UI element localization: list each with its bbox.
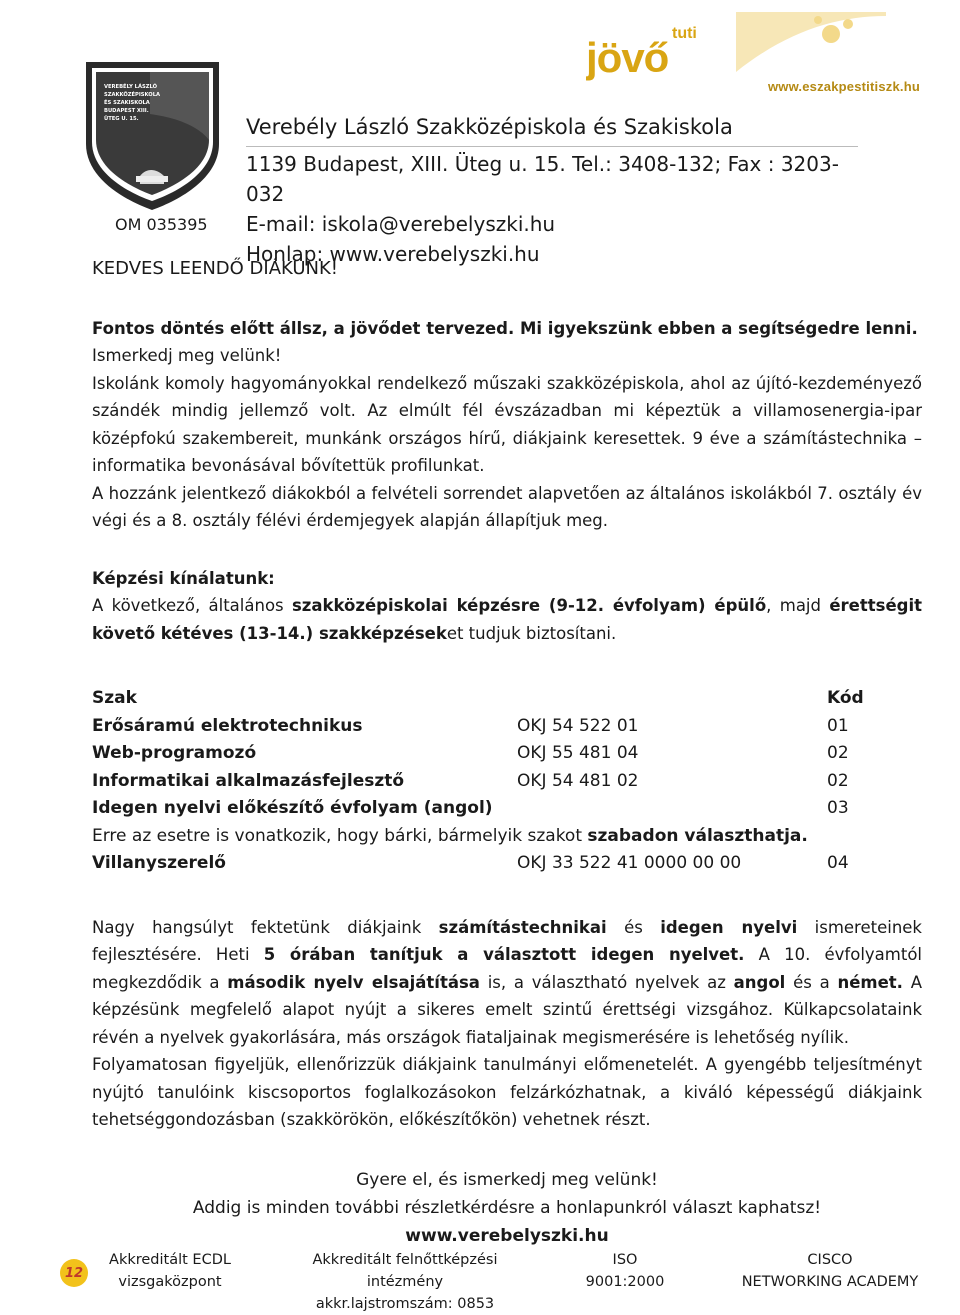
crest-text: ÜTEG U. 15. — [104, 116, 139, 122]
page-number-badge: 12 — [60, 1259, 88, 1287]
table-header-row — [92, 685, 922, 713]
note-bold: szabadon választhatja. — [587, 825, 808, 846]
course-code: 04 — [827, 853, 849, 873]
column-header-okj — [517, 685, 827, 713]
lang-bold: angol — [733, 972, 786, 992]
crest-text: ÉS SZAKISKOLA — [104, 100, 150, 106]
footer-line: 9001:2000 — [585, 1274, 665, 1290]
lang-text: és — [606, 917, 661, 937]
footer-line: NETWORKING ACADEMY — [741, 1274, 919, 1290]
brand-tagline: tuti — [672, 25, 697, 42]
admission-paragraph: A hozzánk jelentkező diákokból a felvételi sorrendet alapvetően az általános iskolákból 7. osztály év végi és a 8. osztály félévi érdemjegyek alapján állapítjuk meg. — [92, 483, 922, 530]
closing-line: Gyere el, és ismerkedj meg velünk! — [356, 1169, 658, 1190]
school-email[interactable]: E-mail: iskola@verebelyszki.hu — [246, 212, 556, 236]
footer-line: Akkreditált ECDL — [109, 1252, 231, 1268]
offer-paragraph — [92, 592, 922, 647]
school-website[interactable]: Honlap: www.verebelyszki.hu — [246, 242, 540, 266]
crest-text: VEREBÉLY LÁSZLÓ — [104, 84, 157, 90]
footer-ecdl — [100, 1249, 240, 1293]
footer-line: Akkreditált felnőttképzési — [312, 1252, 498, 1268]
footer-line: akkr.lajstromszám: 0853 — [315, 1296, 495, 1312]
lang-text: Nagy hangsúlyt fektetünk diákjaink — [92, 917, 439, 937]
footer-line: CISCO — [807, 1252, 853, 1268]
school-header — [246, 114, 858, 269]
lang-bold: idegen nyelvi — [660, 917, 798, 937]
course-okj: OKJ 33 522 41 0000 00 00 — [517, 853, 742, 873]
courses-table — [92, 685, 922, 878]
table-note-row — [92, 823, 922, 851]
course-okj: OKJ 54 522 01 — [517, 715, 639, 736]
table-row — [92, 768, 922, 796]
column-header-name: Szak — [92, 688, 137, 708]
column-header-code: Kód — [827, 688, 864, 708]
lang-text: ismereteinek fejlesztésére. Heti — [92, 917, 922, 964]
crest-text: BUDAPEST XIII. — [104, 108, 149, 114]
footer-adult-ed — [300, 1249, 510, 1315]
lang-text: A képzésünk megfelelő alapot nyújt a sikeres emelt szintű érettségi vizsgához. Külkapcsolataink révén a nyelvek gyakorlására, más országok fiataljainak megismerésére is lehetőség nyílik. — [92, 972, 922, 1047]
table-row — [92, 740, 922, 768]
intro-paragraph: Ismerkedj meg velünk! — [92, 346, 282, 365]
course-name: Villanyszerelő — [92, 853, 226, 873]
om-identifier: OM 035395 — [115, 215, 208, 234]
course-code: 02 — [827, 770, 849, 791]
footer-line: ISO — [612, 1252, 638, 1268]
lang-text: és a — [785, 972, 838, 992]
course-name: Idegen nyelvi előkészítő évfolyam (angol) — [92, 798, 493, 818]
lang-bold: számítástechnikai — [438, 917, 607, 937]
school-crest — [80, 58, 225, 213]
footer-iso — [570, 1249, 680, 1293]
offer-text: et tudjuk biztosítani. — [446, 623, 617, 643]
school-name: Verebély László Szakközépiskola és Szakiskola — [246, 114, 858, 147]
crest-text: SZAKKÖZÉPISKOLA — [104, 92, 161, 98]
table-row — [92, 713, 922, 741]
brand-logo — [586, 12, 886, 86]
brand-logo-text: jövő — [586, 34, 669, 81]
lang-bold: 5 órában tanítjuk a választott idegen nyelvet. — [263, 945, 745, 964]
course-name: Web-programozó — [92, 743, 257, 763]
course-code: 01 — [827, 715, 849, 736]
offer-bold: szakközépiskolai képzésre (9-12. évfolyam) épülő — [291, 596, 767, 615]
course-name: Erősáramú elektrotechnikus — [92, 715, 363, 736]
offer-bold: érettségit követő kétéves (13-14.) szakképzések — [92, 596, 922, 643]
note-text: Erre az esetre is vonatkozik, hogy bárki, bármelyik szakot — [92, 825, 588, 846]
course-okj — [517, 795, 827, 823]
table-row — [92, 795, 922, 823]
progress-paragraph: Folyamatosan figyeljük, ellenőrizzük diákjaink tanulmányi előmenetelét. A gyengébb teljesítményt nyújtó tanulóink kiscsoportos foglalkozásokon felzárkózhatnak, a kiváló képességű diákjaink tehetséggondozásban (szakkörökön, előkészítőkön) vehetnek részt. — [92, 1055, 922, 1129]
brand-url[interactable]: www.eszakpestitiszk.hu — [767, 79, 920, 94]
greeting: KEDVES LEENDŐ DIÁKUNK! — [92, 258, 339, 279]
lang-text: A 10. évfolyamtól megkezdődik a — [92, 945, 922, 992]
course-okj: OKJ 54 481 02 — [517, 770, 639, 791]
offer-title: Képzési kínálatunk: — [92, 568, 275, 588]
table-row — [92, 850, 922, 878]
course-code: 03 — [827, 798, 849, 818]
intro-paragraph: Iskolánk komoly hagyományokkal rendelkező műszaki szakközépiskola, ahol az újító-kezdeményező szándék mindig jellemző volt. Az elmúlt fél évszázadban mi képeztük a villamosenergia-ipar középfokú szakembereit, munkánk országos hírű, diákjaink keresettek. 9 éve a számítástechnika – informatika bevonásával bővítettük profilunkat. — [92, 373, 922, 475]
closing-line: Addig is minden további részletkérdésre a honlapunkról választ kaphatsz! — [192, 1197, 822, 1218]
headline: Fontos döntés előtt állsz, a jövődet tervezed. Mi igyekszünk ebben a segítségedre lenni. — [92, 318, 918, 338]
closing-block — [92, 1166, 922, 1250]
lang-text: is, a választható nyelvek az — [479, 972, 734, 992]
language-paragraph — [92, 914, 922, 1052]
offer-text: , majd — [766, 596, 830, 615]
course-code: 02 — [827, 743, 849, 763]
course-note — [92, 823, 922, 851]
footer-cisco — [730, 1249, 930, 1293]
lang-bold: német. — [837, 972, 903, 992]
footer-line: vizsgaközpont — [118, 1274, 222, 1290]
offer-text: A következő, általános — [92, 596, 292, 615]
closing-url[interactable]: www.verebelyszki.hu — [405, 1225, 609, 1246]
lang-bold: második nyelv elsajátítása — [227, 972, 480, 992]
course-okj: OKJ 55 481 04 — [517, 743, 639, 763]
course-name: Informatikai alkalmazásfejlesztő — [92, 770, 405, 791]
school-address: 1139 Budapest, XIII. Üteg u. 15. Tel.: 3408-132; Fax : 3203-032 — [246, 152, 839, 206]
letter-body — [92, 255, 922, 1250]
footer-line: intézmény — [366, 1274, 444, 1290]
